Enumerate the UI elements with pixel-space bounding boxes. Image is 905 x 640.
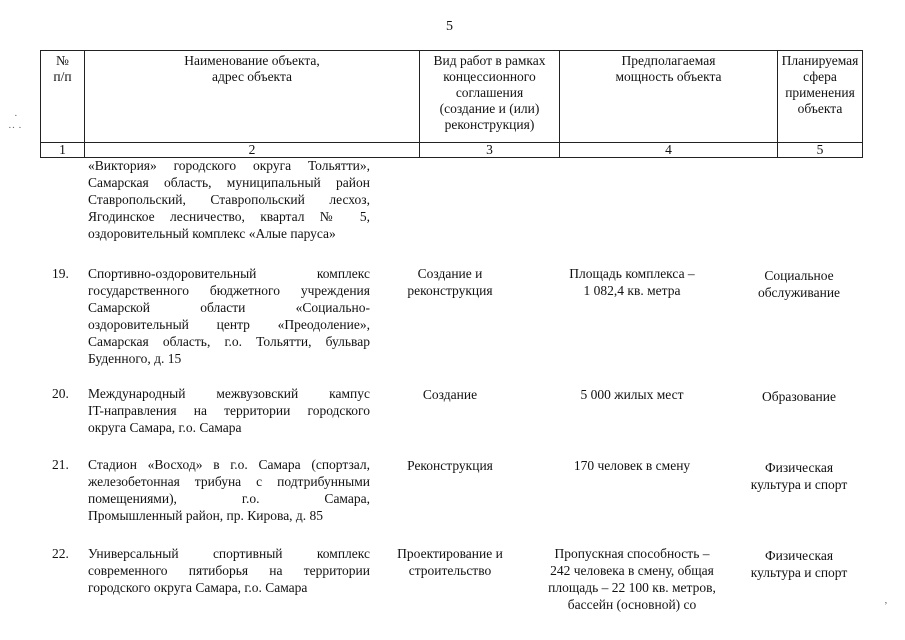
name-line: оздоровительный центр «Преодоление», bbox=[88, 317, 370, 332]
name-line: Стадион «Восход» в г.о. Самара (спортзал, bbox=[88, 457, 370, 472]
name-line: городского округа Самара, г.о. Самара bbox=[88, 580, 308, 595]
row-22-scope: Физическая культура и спорт bbox=[750, 548, 848, 580]
name-line: округа Самара, г.о. Самара bbox=[88, 420, 242, 435]
header-col-work-type: Вид работ в рамках концессионного соглашения (создание и (или) реконструкция) bbox=[420, 51, 560, 143]
row-19-number: 19. bbox=[52, 266, 69, 281]
name-line: железобетонная трибуна с подтрибунными bbox=[88, 474, 370, 489]
scan-speck: ·· · bbox=[8, 122, 22, 134]
name-line: помещениями), г.о. Самара, bbox=[88, 491, 370, 506]
name-line: Самарская область, г.о. Тольятти, бульвар bbox=[88, 334, 370, 349]
name-line: Самарская область, муниципальный район bbox=[88, 175, 370, 190]
row-21-scope: Физическая культура и спорт bbox=[750, 460, 848, 492]
row-22-name bbox=[88, 545, 370, 596]
header-col-scope: Планируемая сфера применения объекта bbox=[778, 51, 863, 143]
name-line: Ставропольский, Ставропольский лесхоз, bbox=[88, 192, 370, 207]
row-22-capacity: Пропускная способность – 242 человека в смену, общая площадь – 22 100 кв. метров, бассейн (основной) со bbox=[548, 546, 716, 612]
header-col-number: № п/п bbox=[41, 51, 85, 143]
name-line: современного пятиборья на территории bbox=[88, 563, 370, 578]
row-20-number: 20. bbox=[52, 386, 69, 401]
scan-speck: · bbox=[14, 110, 18, 122]
row-20-capacity: 5 000 жилых мест bbox=[580, 387, 684, 402]
row-20-scope: Образование bbox=[762, 389, 836, 404]
row-22-number: 22. bbox=[52, 546, 69, 561]
row-21-number: 21. bbox=[52, 457, 69, 472]
row-21-work-type: Реконструкция bbox=[407, 458, 493, 473]
column-number-1: 1 bbox=[41, 143, 85, 158]
row-22-work-type: Проектирование и строительство bbox=[397, 546, 503, 578]
name-line: государственного бюджетного учреждения bbox=[88, 283, 370, 298]
row-20-name bbox=[88, 385, 370, 436]
name-line: Буденного, д. 15 bbox=[88, 351, 182, 366]
continuation-name bbox=[88, 157, 370, 242]
name-line: Ягодинское лесничество, квартал № 5, bbox=[88, 209, 370, 224]
header-col-capacity: Предполагаемая мощность объекта bbox=[560, 51, 778, 143]
name-line: «Виктория» городского округа Тольятти», bbox=[88, 158, 370, 173]
column-number-2: 2 bbox=[85, 143, 420, 158]
row-21-capacity: 170 человек в смену bbox=[573, 458, 691, 473]
table-header bbox=[40, 50, 863, 158]
name-line: Самарской области «Социально- bbox=[88, 300, 370, 315]
row-19-work-type: Создание и реконструкция bbox=[407, 266, 493, 298]
name-line: Универсальный спортивный комплекс bbox=[88, 546, 370, 561]
name-line: IT-направления на территории городского bbox=[88, 403, 370, 418]
header-col-name: Наименование объекта, адрес объекта bbox=[85, 51, 420, 143]
row-20-work-type: Создание bbox=[422, 387, 478, 402]
row-19-name bbox=[88, 265, 370, 367]
name-line: Спортивно-оздоровительный комплекс bbox=[88, 266, 370, 281]
row-19-capacity: Площадь комплекса – 1 082,4 кв. метра bbox=[569, 266, 695, 298]
name-line: Международный межвузовский кампус bbox=[88, 386, 370, 401]
scan-speck: ʼ bbox=[884, 600, 888, 612]
column-number-5: 5 bbox=[778, 143, 863, 158]
row-19-scope: Социальное обслуживание bbox=[757, 268, 841, 300]
page-number: 5 bbox=[446, 19, 453, 34]
row-21-name bbox=[88, 456, 370, 524]
name-line: Промышленный район, пр. Кирова, д. 85 bbox=[88, 508, 324, 523]
column-number-4: 4 bbox=[560, 143, 778, 158]
column-number-3: 3 bbox=[420, 143, 560, 158]
name-line: оздоровительный комплекс «Алые паруса» bbox=[88, 226, 336, 241]
